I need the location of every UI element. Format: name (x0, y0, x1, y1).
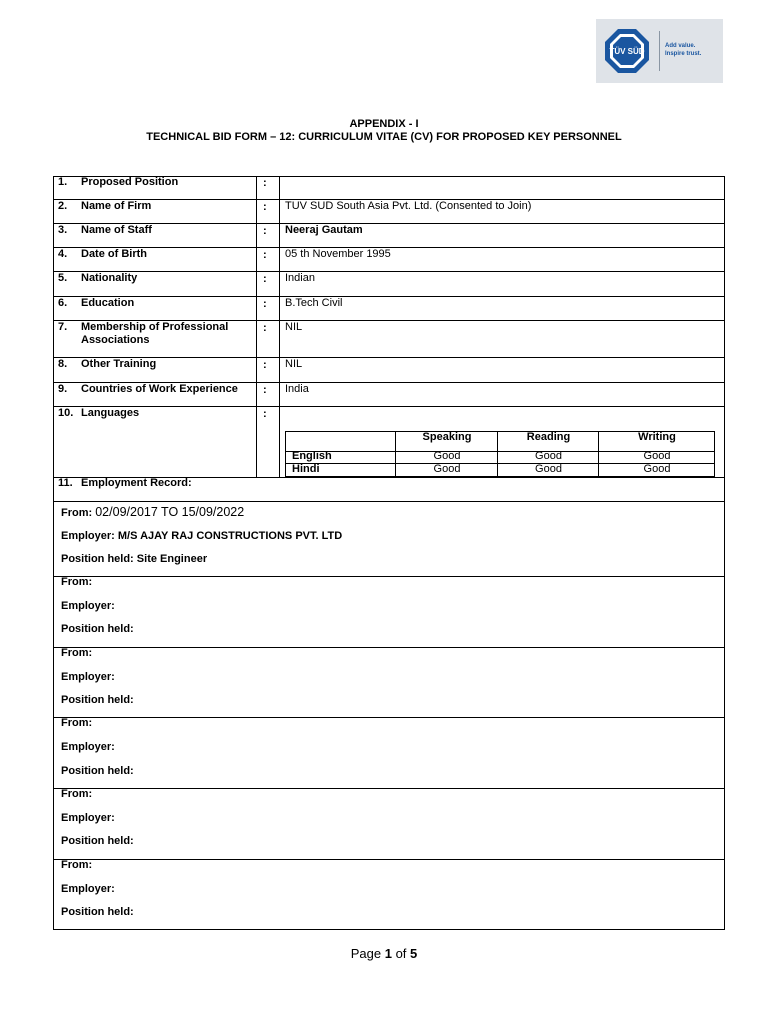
emp2-employer-label: Employer: (61, 600, 115, 612)
row-number: 8. (58, 358, 68, 370)
emp6-from-label: From: (61, 859, 93, 871)
row-divider (53, 223, 725, 224)
row-number: 3. (58, 224, 68, 236)
row-divider (53, 406, 725, 407)
lang-hindi-writing: Good (643, 463, 671, 475)
tuv-octagon-icon (604, 28, 650, 74)
emp5-from-label: From: (61, 788, 93, 800)
from-label: From: (61, 507, 93, 519)
row-number: 11. (58, 477, 73, 489)
label-name-of-staff: Name of Staff (81, 224, 152, 236)
value-membership: NIL (285, 321, 303, 333)
value-date-of-birth: 05 th November 1995 (285, 248, 391, 260)
company-logo (596, 19, 723, 83)
logo-tagline-2: Inspire trust. (665, 51, 702, 57)
emp5-employer-label: Employer: (61, 812, 115, 824)
row-number: 2. (58, 200, 68, 212)
label-languages: Languages (81, 407, 140, 419)
row-number: 7. (58, 321, 68, 333)
emp1-employer (61, 530, 342, 542)
emp4-employer-label: Employer: (61, 741, 115, 753)
lang-english-writing: Good (643, 450, 671, 462)
row-divider (53, 501, 725, 502)
lang-name-hindi: Hindi (292, 463, 320, 475)
colon: : (263, 225, 267, 237)
value-name-of-staff: Neeraj Gautam (285, 224, 363, 236)
page-word: Page (350, 946, 382, 961)
colon: : (263, 177, 267, 189)
lang-english-reading: Good (535, 450, 562, 462)
label-name-of-firm: Name of Firm (81, 200, 152, 212)
lang-name-english: English (292, 450, 332, 462)
emp1-position-value: Site Engineer (136, 553, 208, 565)
row-divider (53, 859, 725, 860)
row-divider (53, 717, 725, 718)
label-nationality: Nationality (81, 272, 138, 284)
appendix-title: APPENDIX - I (349, 118, 419, 130)
page-number: 1 (384, 946, 392, 961)
emp4-from-label: From: (61, 717, 93, 729)
emp3-from-label: From: (61, 647, 93, 659)
emp1-from (61, 505, 244, 519)
lang-header-writing: Writing (638, 431, 676, 443)
value-education: B.Tech Civil (285, 297, 343, 309)
lang-header-reading: Reading (526, 431, 571, 443)
colon: : (263, 201, 267, 213)
lang-english-speaking: Good (433, 450, 461, 462)
row-number: 4. (58, 248, 68, 260)
value-other-training: NIL (285, 358, 303, 370)
emp1-date-range: 02/09/2017 TO 15/09/2022 (95, 505, 245, 519)
logo-text: TÜV SÜD (609, 47, 645, 56)
row-divider (53, 296, 725, 297)
colon: : (263, 384, 267, 396)
emp4-position-label: Position held: (61, 765, 134, 777)
lang-hindi-reading: Good (535, 463, 562, 475)
row-number: 10. (58, 407, 74, 419)
row-divider (53, 271, 725, 272)
form-title: TECHNICAL BID FORM – 12: CURRICULUM VITAE (CV) FOR PROPOSED KEY PERSONNEL (146, 131, 622, 143)
logo-tagline-1: Add value. (665, 43, 696, 49)
row-number: 5. (58, 272, 68, 284)
row-divider (53, 576, 725, 577)
emp3-position-label: Position held: (61, 694, 134, 706)
value-name-of-firm: TUV SUD South Asia Pvt. Ltd. (Consented to Join) (285, 200, 532, 212)
languages-table (285, 431, 715, 477)
lang-header-speaking: Speaking (422, 431, 472, 443)
column-divider (256, 176, 257, 478)
row-number: 9. (58, 383, 68, 395)
emp6-employer-label: Employer: (61, 883, 115, 895)
emp2-position-label: Position held: (61, 623, 134, 635)
row-divider (53, 647, 725, 648)
row-divider (53, 788, 725, 789)
emp2-from-label: From: (61, 576, 93, 588)
colon: : (263, 322, 267, 334)
colon: : (263, 273, 267, 285)
employer-label: Employer: (61, 530, 115, 542)
page-footer (0, 946, 768, 961)
of-word: of (395, 946, 407, 961)
colon: : (263, 408, 267, 420)
colon: : (263, 249, 267, 261)
label-other-training: Other Training (81, 358, 157, 370)
row-number: 1. (58, 176, 68, 188)
emp1-employer-value: M/S AJAY RAJ CONSTRUCTIONS PVT. LTD (117, 530, 343, 542)
label-membership-line2: Associations (81, 334, 150, 346)
lang-hindi-speaking: Good (433, 463, 461, 475)
emp3-employer-label: Employer: (61, 671, 115, 683)
label-countries: Countries of Work Experience (81, 383, 238, 395)
colon: : (263, 359, 267, 371)
employment-record-heading: Employment Record: (81, 477, 192, 489)
value-countries: India (285, 383, 309, 395)
emp1-position (61, 553, 207, 565)
label-education: Education (81, 297, 135, 309)
logo-divider (659, 31, 660, 71)
emp6-position-label: Position held: (61, 906, 134, 918)
label-date-of-birth: Date of Birth (81, 248, 147, 260)
colon: : (263, 298, 267, 310)
label-proposed-position: Proposed Position (81, 176, 179, 188)
page-total: 5 (410, 946, 418, 961)
emp5-position-label: Position held: (61, 835, 134, 847)
column-divider (279, 176, 280, 478)
row-number: 6. (58, 297, 68, 309)
position-label: Position held: (61, 553, 134, 565)
value-nationality: Indian (285, 272, 315, 284)
label-membership: Membership of Professional (81, 321, 229, 333)
